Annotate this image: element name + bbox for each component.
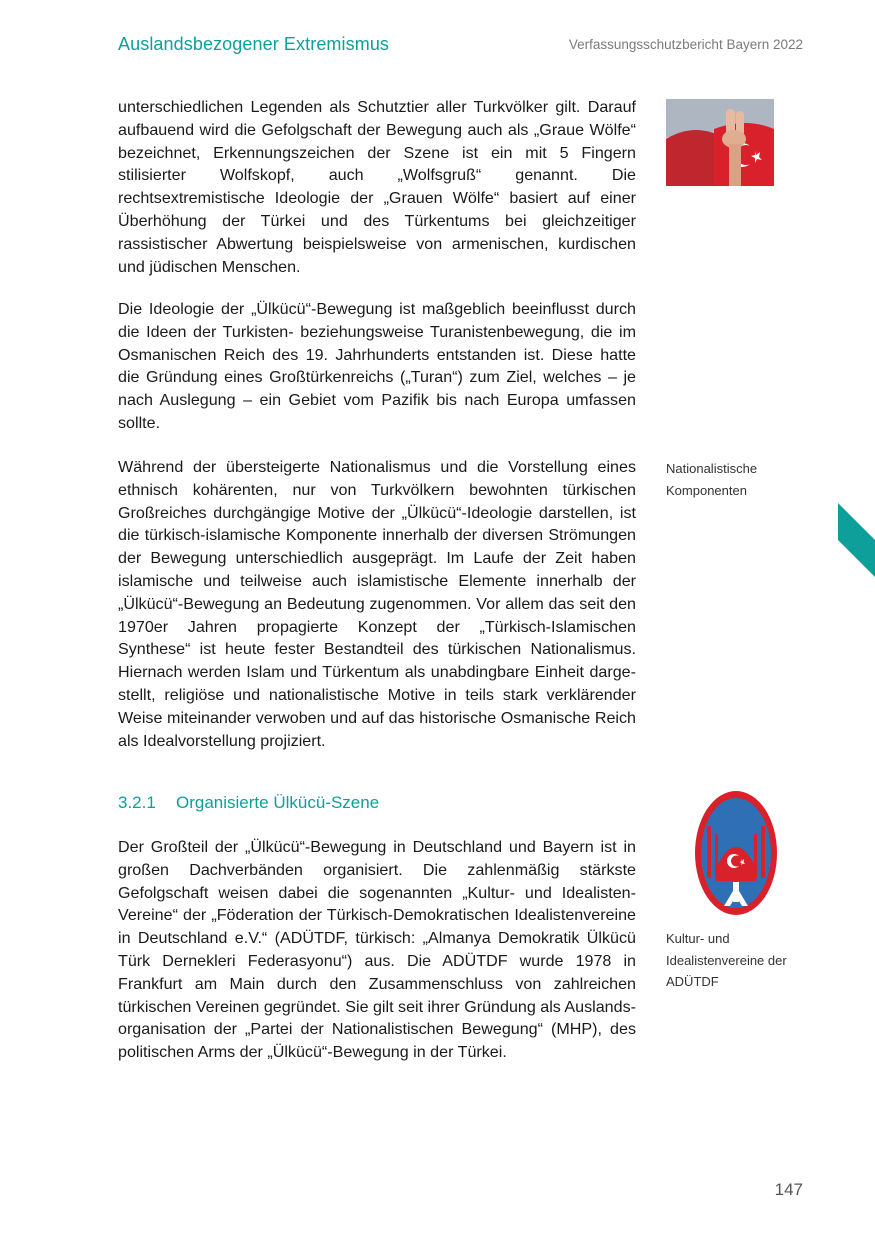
section-title: Organisierte Ülkücü-Szene <box>176 793 380 812</box>
page-number: 147 <box>774 1180 803 1199</box>
paragraph-text: Während der übersteigerte Nationalismus und die Vorstellung eines ethnisch kohärenten, nur von Turkvölkern bewohnten türkischen Großreiches durchgängige Motive der „Ülkücü“-Ideologie darstellen, ist die türkisch-islamische Komponente innerhalb der diversen Strömungen der Bewegung unterschiedlich ausgeprägt. Im Laufe der Zeit haben islamische und teilweise auch islamistische Elemente innerhalb der „Ülkücü“-Bewegung an Bedeutung zugenommen. Vor allem das seit den 1970er Jahren propagierte Konzept der „Türkisch-Islamischen Synthese“ ist heute fester Bestandteil des türkischen Nationalismus. Hiernach werden Islam und Türkentum als unabdingbare Einheit dargestellt, religiöse und nationalistische Motive in teils stark verklärender Weise miteinander verwoben und auf das historische Osmanische Reich als Idealvorstellung projiziert. <box>118 458 636 750</box>
paragraph-text: Der Großteil der „Ülkücü“-Bewegung in Deutschland und Bayern ist in großen Dachverbänden organisiert. Die zahlenmäßig stärkste Gefolgschaft weisen dabei die sogenannten „Kultur- und Idealisten-Vereine“ der „Föderation der Türkisch-Demokratischen Idealistenvereine in Deutschland e.V.“ (ADÜTDF, türkisch: „Almanya Demokratik Ülkücü Türk Dernekleri Federasyonu“) aus. Die ADÜTDF wurde 1978 in Frankfurt am Main durch den Zusammenschluss von zahlreichen türkischen Vereinen gegründet. Sie gilt seit ihrer Gründung als Auslandsorganisation der „Partei der Nationalistischen Bewegung“ (MHP), des politischen Arms der „Ülkücü“-Bewegung in der Türkei. <box>118 838 636 1062</box>
paragraph-wolf-symbol <box>118 96 636 278</box>
running-header-publication: Verfassungsschutzbericht Bayern 2022 <box>568 37 803 52</box>
running-header-section: Auslandsbezogener Extremismus <box>118 34 390 54</box>
paragraph-turanism <box>118 298 636 435</box>
paragraph-adutdf <box>118 836 636 1064</box>
paragraph-text: unterschiedlichen Legenden als Schutztier aller Turkvölker gilt. Darauf aufbauend wird die Gefolgschaft der Bewegung auch als „Graue Wölfe“ bezeichnet, Erkennungszeichen der Szene ist ein mit 5 Fingern stilisierter Wolfskopf, auch „Wolfsgruß“ genannt. Die rechtsextremistische Ideologie der „Grauen Wölfe“ basiert auf einer Überhöhung der Türkei und des Türkentums bei gleichzeitiger rassistischer Abwertung beispielsweise von armenischen, kurdischen und jüdischen Menschen. <box>118 98 636 276</box>
chapter-tab-marker <box>838 503 875 577</box>
adutdf-emblem <box>694 790 778 916</box>
section-heading <box>118 793 379 813</box>
paragraph-nationalism <box>118 456 636 752</box>
margin-note-adutdf: Kultur- und Idealistenvereine der ADÜTDF <box>666 931 787 989</box>
wolf-salute-photo <box>666 99 774 186</box>
margin-note-nationalist-components: Nationalistische Komponenten <box>666 461 758 498</box>
paragraph-text: Die Ideologie der „Ülkücü“-Bewegung ist maßgeblich beeinflusst durch die Ideen der Turkisten- beziehungsweise Turanistenbewegung, die im Osmanischen Reich des 19. Jahrhunderts entstanden ist. Diese hatte die Gründung eines Großtürkenreichs („Turan“) zum Ziel, welches – je nach Auslegung – ein Gebiet vom Pazifik bis nach Europa umfassen sollte. <box>118 300 636 432</box>
section-number: 3.2.1 <box>118 793 156 812</box>
